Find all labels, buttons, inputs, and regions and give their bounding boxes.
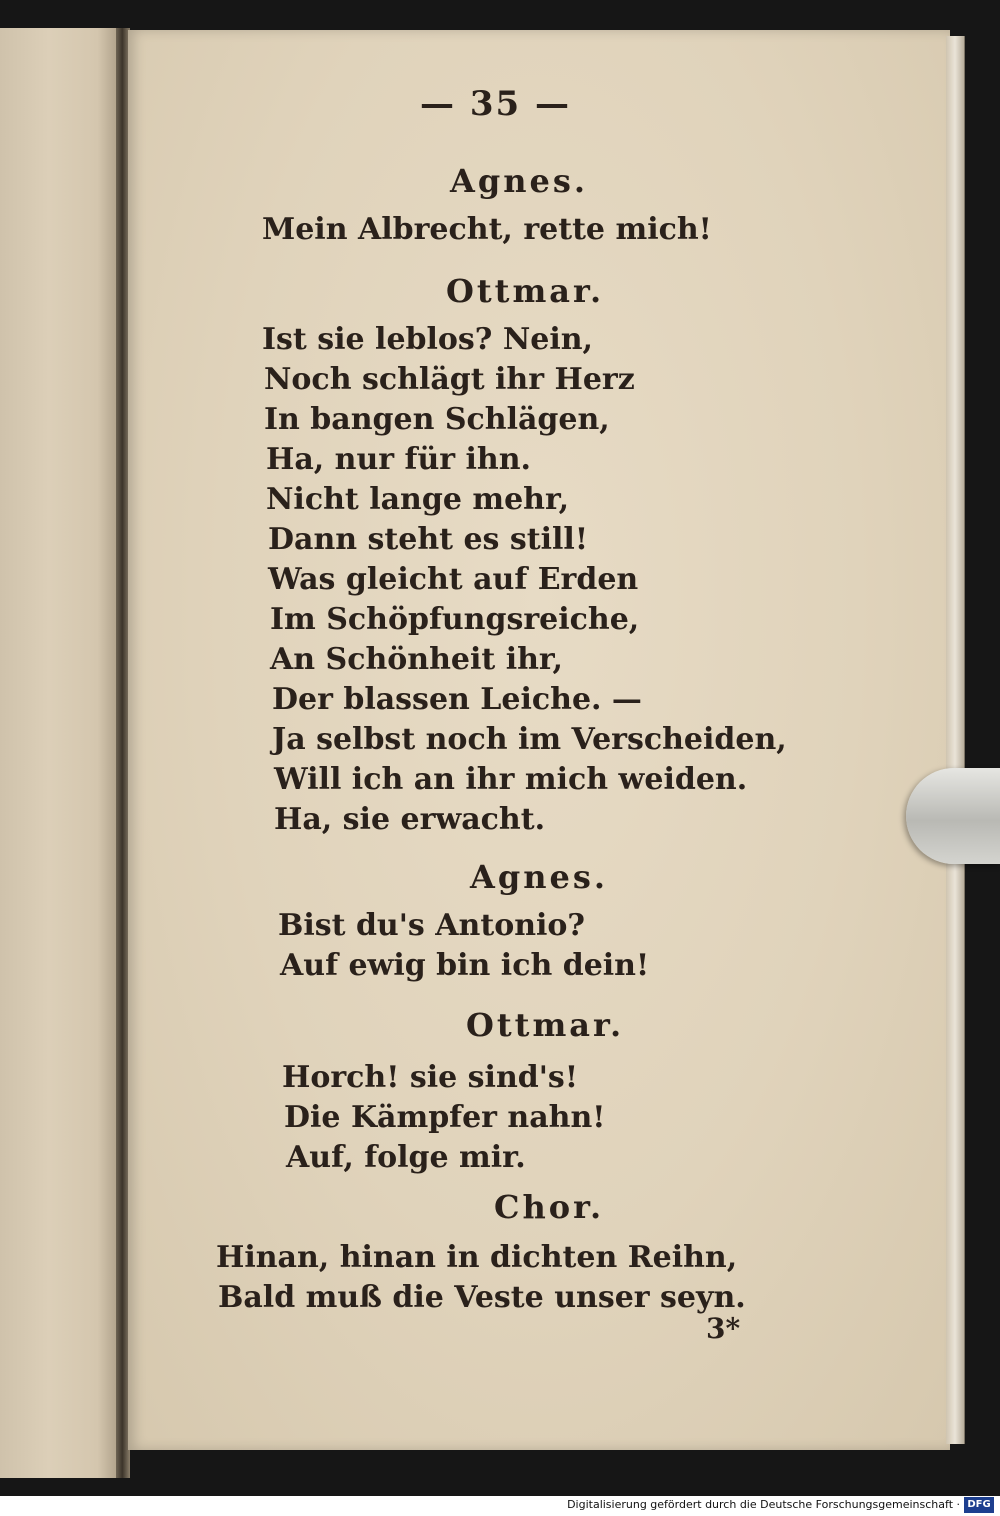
footer-credit: Digitalisierung gefördert durch die Deutsche Forschungsgemeinschaft · xyxy=(567,1498,960,1511)
verse-line: Auf ewig bin ich dein! xyxy=(280,948,650,983)
verse-line: Will ich an ihr mich weiden. xyxy=(274,762,748,797)
page-edge xyxy=(946,36,965,1444)
page-number: — 35 — xyxy=(420,84,571,124)
page-clip xyxy=(906,768,1000,864)
speaker-agnes-1: Agnes. xyxy=(450,162,588,200)
verse-line: Im Schöpfungsreiche, xyxy=(270,602,640,637)
verse-line: Nicht lange mehr, xyxy=(266,482,570,517)
footer-bar xyxy=(0,1496,1000,1516)
verse-line: Ist sie leblos? Nein, xyxy=(262,322,593,357)
verse-line: In bangen Schlägen, xyxy=(264,402,610,437)
left-page xyxy=(0,28,122,1478)
verse-line: Dann steht es still! xyxy=(268,522,588,557)
verse-line: Der blassen Leiche. — xyxy=(272,682,642,717)
verse-line: An Schönheit ihr, xyxy=(270,642,563,677)
signature-mark: 3* xyxy=(706,1312,741,1345)
verse-line: Bist du's Antonio? xyxy=(278,908,586,943)
speaker-ottmar-1: Ottmar. xyxy=(446,272,605,310)
speaker-ottmar-2: Ottmar. xyxy=(466,1006,625,1044)
verse-line: Bald muß die Veste unser seyn. xyxy=(218,1280,746,1315)
verse-line: Horch! sie sind's! xyxy=(282,1060,578,1095)
verse-line: Ha, sie erwacht. xyxy=(274,802,546,837)
speaker-agnes-2: Agnes. xyxy=(470,858,608,896)
verse-line: Noch schlägt ihr Herz xyxy=(264,362,635,397)
verse-line: Ja selbst noch im Verscheiden, xyxy=(272,722,787,757)
verse-line: Mein Albrecht, rette mich! xyxy=(262,212,712,247)
verse-line: Hinan, hinan in dichten Reihn, xyxy=(216,1240,738,1275)
verse-line: Was gleicht auf Erden xyxy=(268,562,639,597)
speaker-chor: Chor. xyxy=(494,1188,605,1226)
verse-line: Ha, nur für ihn. xyxy=(266,442,531,477)
verse-line: Auf, folge mir. xyxy=(286,1140,526,1175)
dfg-logo: DFG xyxy=(964,1497,994,1513)
verse-line: Die Kämpfer nahn! xyxy=(284,1100,606,1135)
